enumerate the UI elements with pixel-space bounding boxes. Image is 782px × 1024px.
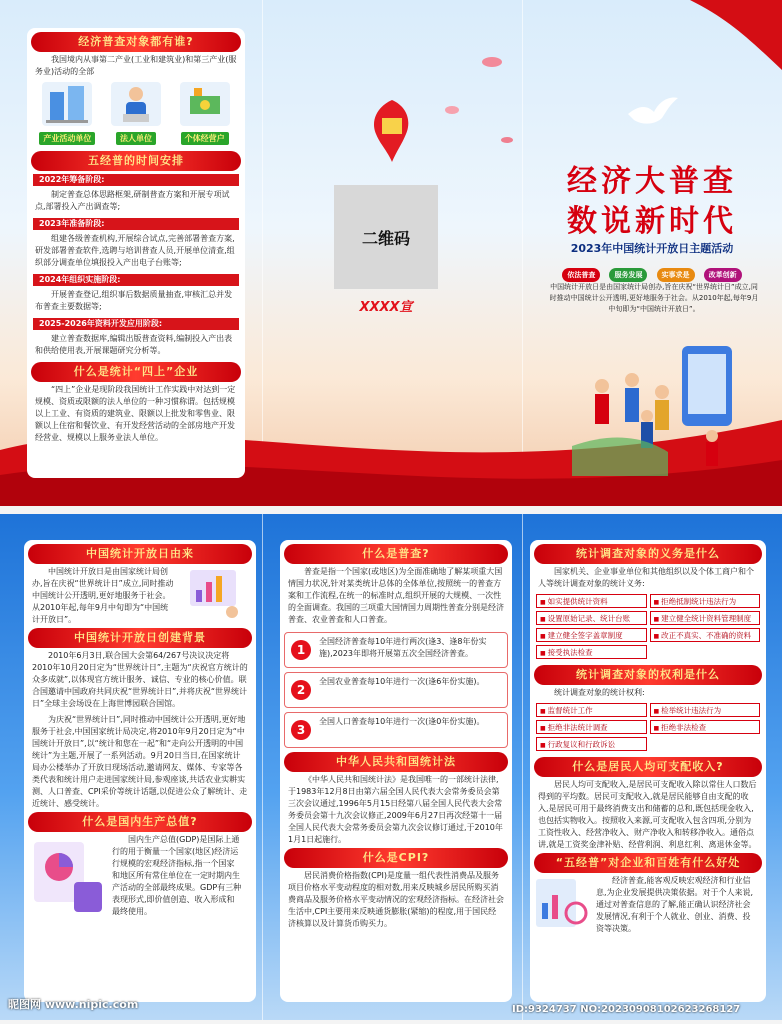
background-text: 2010年6月3日,联合国大会第64/267号决议决定将2010年10月20日定为“世界统计日”,主题为“庆祝官方统计的众多成就”,以体现官方统计服务、诚信、专业的核心价值。联合国邀请中国政府共同庆祝“世界统计日”,并将庆祝“世界统计日”全球主会场设在上海世博园联合国馆。 (32, 651, 248, 708)
inside-spread (0, 514, 782, 1020)
legal-illustration (107, 82, 165, 145)
cover-title-line2: 数说新时代 (567, 204, 737, 239)
panel6-card (530, 540, 766, 1002)
income-text: 居民人均可支配收入,是居民可支配收入除以常住人口数后得到的平均数。居民可支配收入,就是居民能够自由支配的收入,是居民可用于最终消费支出和储蓄的总和,既包括现金收入,也包括实物收入。按照收入来源,可支配收入包含四项,分别为工资性收入、经营净收入、财产净收入和转移净收入。通俗点讲,就是工资奖金津补贴、经营利润、利息红利、离退休金等。 (538, 780, 757, 849)
watermark: 昵图网 www.nipic.com (8, 998, 139, 1011)
chart-board-icon (184, 564, 244, 620)
objects-label: 产业活动单位 (39, 132, 95, 145)
census-title: 什么是普查? (284, 544, 508, 564)
individual-illustration (176, 82, 234, 145)
duty-title: 统计调查对象的义务是什么 (534, 544, 762, 564)
gdp-row (24, 832, 256, 922)
dove-icon (626, 94, 680, 130)
cover-title-line1: 经济大普查 (567, 164, 737, 199)
census-item-text: 全国农业普查每10年进行一次(逢6年份实施)。 (319, 677, 485, 686)
objects-illustrations (27, 80, 245, 147)
stage-title: 2025-2026年资料开发应用阶段: (33, 318, 239, 330)
cover-tag: 改革创新 (704, 268, 742, 282)
background-text: 为庆祝“世界统计日”,同时推动中国统计公开透明,更好地服务于社会,中国国家统计局决定,将2010年9月20日定为“中国统计开放日”,以“统计和您在一起”和“走向公开透明的中国统计”为主题,开展了一系列活动。9月20日当日,在国家统计局办公楼举办了开放日现场活动,邀请网友、媒体、专家等各类代表和统计用户走进国家统计局,参观座谈,共话农业实耕实测、人口普查、CPI采价等统计话题,以促进公众了解统计、走近统计、感受统计。 (32, 715, 248, 808)
origin-row (24, 564, 256, 628)
gdp-text: 国内生产总值(GDP)是国际上通行的用于衡量一个国家(地区)经济运行规模的宏观经济指标,指一个国家和地区所有常住单位在一定时期内生产活动的全部最终成果。GDP有三种表现形式,即价值创造、收入形成和最终使用。 (112, 835, 242, 916)
duty-item: ■ 接受执法检查 (536, 645, 647, 659)
duty-item: ■ 拒绝抵制统计违法行为 (650, 594, 761, 608)
census-item-number: 1 (291, 640, 311, 660)
building-icon (42, 82, 92, 126)
cpi-text: 居民消费价格指数(CPI)是度量一组代表性消费品及服务项目价格水平变动程度的相对数,用来反映城乡居民所购买消费商品及服务价格水平变动情况的宏观经济指标。在经济社会生活中,CPI主要用来反映通货膨胀(紧缩)的程度,用于国民经济核算以及计算货币购买力。 (288, 871, 504, 928)
objects-label: 法人单位 (116, 132, 156, 145)
cover-intro: 中国统计开放日是由国家统计局创办,旨在庆祝“世界统计日”成立,同时推动中国统计公开透明,更好地服务于社会。从2010年起,每年9月中旬即为“中国统计开放日”。 (549, 283, 759, 313)
report-icon (530, 873, 594, 933)
benefit-title: “五经普”对企业和百姓有什么好处 (534, 853, 762, 873)
people-illustration (572, 336, 752, 476)
census-item (284, 712, 508, 748)
cover-subtitle: 2023年中国统计开放日主题活动 (570, 242, 734, 255)
four-above-title: 什么是统计“四上”企业 (31, 362, 241, 382)
rights-title: 统计调查对象的权利是什么 (534, 665, 762, 685)
duty-text: 国家机关、企业事业单位和其他组织以及个体工商户和个人等统计调查对象的统计义务: (538, 567, 754, 588)
duty-item: ■ 建立健全统计资料管理制度 (650, 611, 761, 625)
census-item-number: 2 (291, 680, 311, 700)
stage-title: 2024年组织实施阶段: (33, 274, 239, 286)
four-above-text: “四上”企业是现阶段我国统计工作实践中对达到一定规模、资质或限额的法人单位的一种习惯称谓。包括规模以上工业、有资质的建筑业、限额以上批发和零售业、限额以上住宿和餐饮业、有开发经营活动的全部房地产开发经营业、规模以上服务业法人单位。 (35, 385, 236, 442)
law-text: 《中华人民共和国统计法》是我国唯一的一部统计法律,于1983年12月8日由第六届全国人民代表大会常务委员会第三次会议通过,1996年5月15日经第八届全国人民代表大会常务委员会第十九次会议修正,2009年6月27日再次经第十一届全国人民代表大会常务委员会第九次会议修订通过,于2010年1月1日起施行。 (288, 775, 503, 844)
fold-line (262, 514, 263, 1020)
seal-logo-icon (366, 96, 418, 166)
gdp-title: 什么是国内生产总值? (28, 812, 252, 832)
qr-code-placeholder: 二维码 (334, 185, 438, 289)
cover-tag: 服务发展 (609, 268, 647, 282)
census-item-text: 全国经济普查每10年进行两次(逢3、逢8年份实施),2023年即将开展第五次全国经济普查。 (319, 637, 487, 658)
duty-item: ■ 设置原始记录、统计台账 (536, 611, 647, 625)
cpi-title: 什么是CPI? (284, 848, 508, 868)
rights-item: ■ 拒绝非法统计调查 (536, 720, 647, 734)
money-icon (180, 82, 230, 126)
stage-title: 2023年准备阶段: (33, 218, 239, 230)
panel1-card (27, 28, 245, 478)
census-item (284, 672, 508, 708)
duty-item: ■ 如实提供统计资料 (536, 594, 647, 608)
census-item (284, 632, 508, 668)
rights-item: ■ 行政复议和行政诉讼 (536, 737, 647, 751)
benefit-row (530, 873, 766, 937)
stage-text: 开展普查登记,组织事后数据质量抽查,审核汇总并发布普查主要数据等; (35, 290, 233, 311)
stage-text: 制定普查总体思路框架,研制普查方案和开展专项试点,部署投入产出调查等; (35, 190, 230, 211)
stage-text: 建立普查数据库,编辑出版普查资料,编制投入产出表和供给使用表,开展课题研究分析等。 (35, 334, 233, 355)
outside-spread (0, 0, 782, 506)
law-title: 中华人民共和国统计法 (284, 752, 508, 772)
census-item-number: 3 (291, 720, 311, 740)
schedule-title: 五经普的时间安排 (31, 151, 241, 171)
stage-text: 组建各级普查机构,开展综合试点,完善部署普查方案,研发部署普查软件,选聘与培训普查人员,开展单位清查,组织部分调查单位填报投入产出电子台账等; (35, 234, 235, 267)
objects-label: 个体经营户 (181, 132, 229, 145)
petals-decoration (412, 50, 522, 160)
stage-title: 2022年筹备阶段: (33, 174, 239, 186)
rights-list (530, 701, 766, 753)
panel5-card (280, 540, 512, 1002)
origin-title: 中国统计开放日由来 (28, 544, 252, 564)
panel3-cover (522, 0, 782, 506)
person-laptop-icon (111, 82, 161, 126)
duty-item: ■ 建立健全签字盖章制度 (536, 628, 647, 642)
rights-item: ■ 检举统计违法行为 (650, 703, 761, 717)
analysis-icon (24, 832, 110, 922)
fold-line (522, 514, 523, 1020)
origin-text: 中国统计开放日是由国家统计局创办,旨在庆祝“世界统计日”成立,同时推动中国统计公开透明,更好地服务于社会。从2010年起,每年9月中旬即为“中国统计开放日”。 (32, 567, 174, 624)
duty-item: ■ 改正不真实、不准确的资料 (650, 628, 761, 642)
rights-item: ■ 拒绝非法检查 (650, 720, 761, 734)
duty-list (530, 592, 766, 661)
objects-text: 我国境内从事第二产业(工业和建筑业)和第三产业(服务业)活动的全部 (35, 55, 237, 76)
income-title: 什么是居民人均可支配收入? (534, 757, 762, 777)
background-title: 中国统计开放日创建背景 (28, 628, 252, 648)
panel2 (262, 0, 522, 506)
cover-tag: 依法普查 (562, 268, 600, 282)
cover-tag: 实事求是 (657, 268, 695, 282)
unit-illustration (38, 82, 96, 145)
benefit-text: 经济普查,能客观反映宏观经济和行业信息,为企业发展提供决策依据。对于个人来说,通过对普查信息的了解,能正确认识经济社会发展情况,有利于个人就业、创业、消费、投资等决策。 (596, 876, 754, 933)
rights-text: 统计调查对象的统计权利: (554, 688, 645, 697)
objects-title: 经济普查对象都有谁? (31, 32, 241, 52)
issuer-label: XXXX宣 (359, 300, 413, 315)
cover-tags (522, 262, 782, 282)
census-text: 普查是指一个国家(或地区)为全面准确地了解某项重大国情国力状况,针对某类统计总体的全体单位,按照统一的普查方案和工作流程,在统一的标准时点,组织开展的大规模、一次性的全面调查。我国的三项重大国情国力周期性普查分别是经济普查、农业普查和人口普查。 (288, 567, 504, 624)
image-id: ID:9324737 NO:20230908102623268127 (512, 1004, 741, 1015)
panel4-card (24, 540, 256, 1002)
census-item-text: 全国人口普查每10年进行一次(逢0年份实施)。 (319, 717, 485, 726)
rights-item: ■ 监督统计工作 (536, 703, 647, 717)
